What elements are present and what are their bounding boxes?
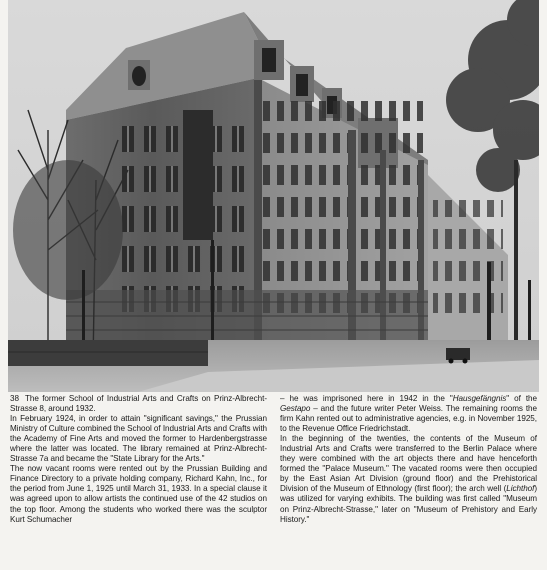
text-run: " of the (506, 394, 537, 403)
paragraph (280, 434, 537, 524)
paragraph: In February 1924, in order to attain "significant savings," the Prussian Ministry of Culture combined the School of Industrial Arts and Crafts with the Academy of Fine Arts and moved the former to Hardenbergstrasse where the latter was located. The library remained at Prinz-Albrecht-Strasse 7a and became the "State Library for the Arts." (10, 414, 267, 464)
right-column (280, 394, 537, 525)
emphasis: Lichthof (506, 484, 535, 494)
figure-number: 38 (10, 394, 19, 403)
left-column (10, 394, 267, 525)
text-run: ) was utilized for varying exhibits. The building was first called "Museum on Prinz-Albrecht-Strasse," later on "Museum of Prehistory and Early History." (280, 484, 537, 524)
caption-text: The former School of Industrial Arts and Crafts on Prinz-Albrecht-Strasse 8, around 1932. (10, 394, 267, 414)
paragraph (280, 394, 537, 434)
article-text (10, 394, 539, 568)
text-run: – and the future writer Peter Weiss. The remaining rooms the firm Kahn rented out to administrative agencies, e.g. in November 1925, to the Revenue Office Friedrichstadt. (280, 404, 537, 434)
emphasis: Gestapo (280, 404, 311, 414)
emphasis: Hausgefängnis (452, 394, 507, 403)
photo-caption (10, 394, 267, 414)
building-photograph (8, 0, 539, 392)
text-run: In the beginning of the twenties, the contents of the Museum of Industrial Arts and Crafts were transferred to the Berlin Palace where they were combined with the art objects there and have henceforth formed the "Palace Museum." The vacated rooms were then occupied by the East Asian Art Division (ground floor) and the Prehistorical Division of the Museum of Ethnology (first floor); the arch well ( (280, 434, 537, 494)
paragraph: The now vacant rooms were rented out by the Prussian Building and Finance Directory to a private holding company, Richard Kahn, Inc., for the period from June 1, 1925 until March 31, 1933. In a special clause it was agreed upon to allow artists the continued use of the 42 studios on the top floor. Among the students who worked there was the sculptor Kurt Schumacher (10, 464, 267, 524)
text-run: – he was imprisoned here in 1942 in the " (280, 394, 453, 403)
